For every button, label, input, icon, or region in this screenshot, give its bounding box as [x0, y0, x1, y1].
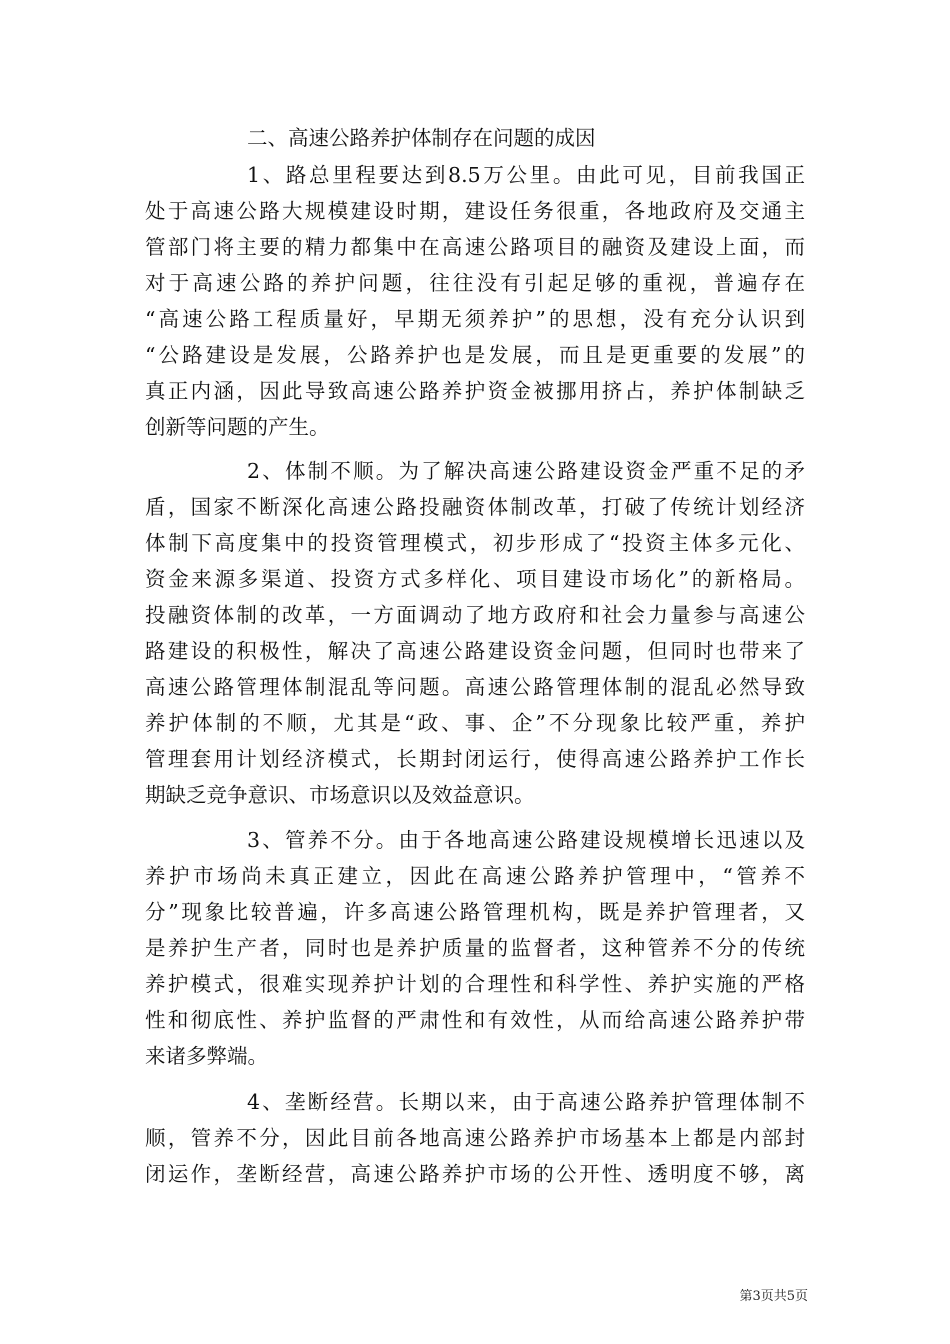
paragraph-line: 2、体制不顺。为了解决高速公路建设资金严重不足的矛 — [247, 459, 805, 483]
paragraph-line: 真正内涵，因此导致高速公路养护资金被挪用挤占，养护体制缺乏 — [145, 379, 805, 403]
paragraph-line: 顺，管养不分，因此目前各地高速公路养护市场基本上都是内部封 — [145, 1126, 805, 1150]
paragraph-line: 是养护生产者，同时也是养护质量的监督者，这种管养不分的传统 — [145, 936, 805, 960]
section-heading: 二、高速公路养护体制存在问题的成因 — [247, 126, 596, 150]
paragraph-line: 创新等问题的产生。 — [145, 415, 330, 439]
paragraph-line: “公路建设是发展，公路养护也是发展，而且是更重要的发展”的 — [145, 343, 805, 367]
paragraph-line: 投融资体制的改革，一方面调动了地方政府和社会力量参与高速公 — [145, 603, 805, 627]
paragraph-line: 路建设的积极性，解决了高速公路建设资金问题，但同时也带来了 — [145, 639, 805, 663]
paragraph-line: “高速公路工程质量好，早期无须养护”的思想，没有充分认识到 — [145, 307, 805, 331]
paragraph-line: 养护模式，很难实现养护计划的合理性和科学性、养护实施的严格 — [145, 972, 805, 996]
paragraph-line: 管部门将主要的精力都集中在高速公路项目的融资及建设上面，而 — [145, 235, 805, 259]
paragraph-line: 1、路总里程要达到8.5万公里。由此可见，目前我国正 — [247, 163, 805, 187]
paragraph-line: 闭运作，垄断经营，高速公路养护市场的公开性、透明度不够，离 — [145, 1162, 805, 1186]
paragraph-line: 盾，国家不断深化高速公路投融资体制改革，打破了传统计划经济 — [145, 495, 805, 519]
paragraph-line: 养护体制的不顺，尤其是“政、事、企”不分现象比较严重，养护 — [145, 711, 805, 735]
paragraph-line: 对于高速公路的养护问题，往往没有引起足够的重视，普遍存在 — [145, 271, 805, 295]
paragraph-line: 体制下高度集中的投资管理模式，初步形成了“投资主体多元化、 — [145, 531, 805, 555]
paragraph-line: 期缺乏竞争意识、市场意识以及效益意识。 — [145, 783, 535, 807]
paragraph-line: 高速公路管理体制混乱等问题。高速公路管理体制的混乱必然导致 — [145, 675, 805, 699]
paragraph-line: 养护市场尚未真正建立，因此在高速公路养护管理中，“管养不 — [145, 864, 805, 888]
page-number: 第3页共5页 — [739, 1289, 808, 1304]
paragraph-line: 分”现象比较普遍，许多高速公路管理机构，既是养护管理者，又 — [145, 900, 805, 924]
paragraph-line: 4、垄断经营。长期以来，由于高速公路养护管理体制不 — [247, 1090, 805, 1114]
paragraph-line: 资金来源多渠道、投资方式多样化、项目建设市场化”的新格局。 — [145, 567, 805, 591]
paragraph-line: 处于高速公路大规模建设时期，建设任务很重，各地政府及交通主 — [145, 199, 805, 223]
paragraph-line: 来诸多弊端。 — [145, 1044, 268, 1068]
paragraph-line: 管理套用计划经济模式，长期封闭运行，使得高速公路养护工作长 — [145, 747, 805, 771]
paragraph-line: 3、管养不分。由于各地高速公路建设规模增长迅速以及 — [247, 828, 805, 852]
paragraph-line: 性和彻底性、养护监督的严肃性和有效性，从而给高速公路养护带 — [145, 1008, 805, 1032]
